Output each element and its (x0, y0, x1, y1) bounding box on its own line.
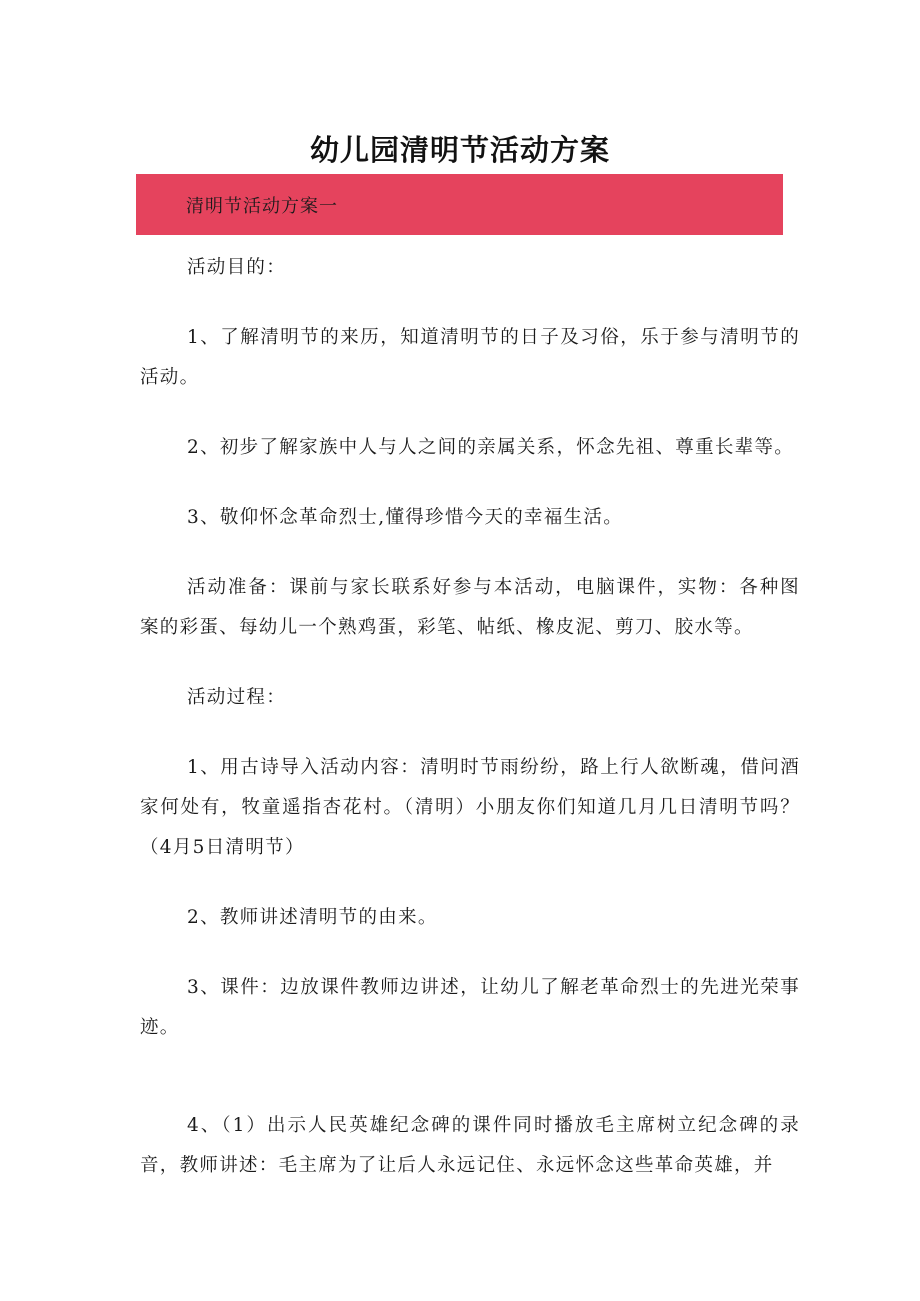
paragraph-process-1: 1、用古诗导入活动内容：清明时节雨纷纷，路上行人欲断魂，借问酒家何处有，牧童遥指杏花村。（清明）小朋友你们知道几月几日清明节吗？（4月5日清明节） (140, 757, 800, 858)
section-banner (136, 174, 783, 235)
paragraph-process-heading: 活动过程： (187, 687, 287, 708)
paragraph-process-2: 2、教师讲述清明节的由来。 (187, 907, 438, 928)
paragraph-purpose-2: 2、初步了解家族中人与人之间的亲属关系，怀念先祖、尊重长辈等。 (187, 437, 795, 458)
paragraph-purpose-3: 3、敬仰怀念革命烈士,懂得珍惜今天的幸福生活。 (187, 507, 624, 528)
paragraph-preparation: 活动准备：课前与家长联系好参与本活动，电脑课件，实物：各种图案的彩蛋、每幼儿一个熟鸡蛋，彩笔、帖纸、橡皮泥、剪刀、胶水等。 (140, 577, 800, 638)
paragraph-purpose-1: 1、了解清明节的来历，知道清明节的日子及习俗，乐于参与清明节的活动。 (140, 327, 800, 388)
section-heading: 清明节活动方案一 (186, 196, 338, 217)
document-body (140, 248, 800, 1186)
document-title: 幼儿园清明节活动方案 (309, 133, 610, 167)
paragraph-purpose-heading: 活动目的： (187, 257, 287, 278)
paragraph-process-4: 4、（1）出示人民英雄纪念碑的课件同时播放毛主席树立纪念碑的录音，教师讲述：毛主席为了让后人永远记住、永远怀念这些革命英雄，并 (140, 1115, 800, 1176)
paragraph-process-3: 3、课件：边放课件教师边讲述，让幼儿了解老革命烈士的先进光荣事迹。 (140, 977, 800, 1038)
